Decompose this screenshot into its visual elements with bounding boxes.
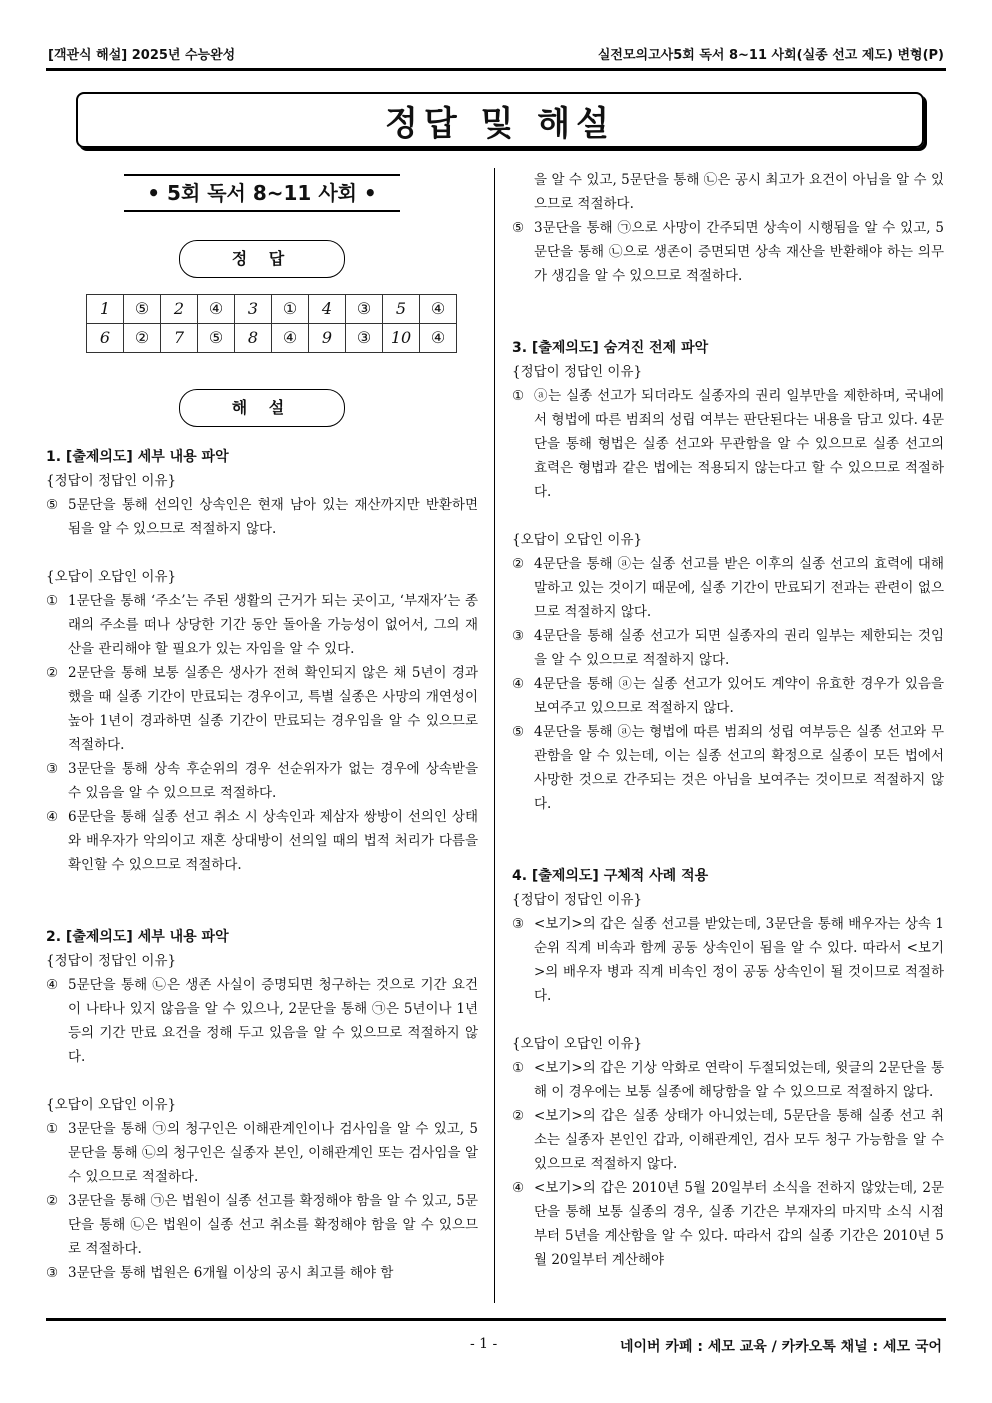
- item-text: <보기>의 갑은 기상 악화로 연락이 두절되었는데, 윗글의 2문단을 통해 이 경우에는 보통 실종에 해당함을 알 수 있으므로 적절하지 않다.: [534, 1060, 944, 1100]
- question-heading: 2. [출제의도] 세부 내용 파악: [46, 929, 229, 945]
- item-number: [512, 168, 534, 216]
- item-number: ①: [512, 388, 525, 404]
- item-text: 5문단을 통해 선의인 상속인은 현재 남아 있는 재산까지만 반환하면 됨을 알 수 있으므로 적절하지 않다.: [68, 497, 478, 537]
- wrong-label: {오답이 오답인 이유}: [512, 532, 643, 548]
- answer-choice: ③: [346, 324, 383, 353]
- explanation-item: [46, 661, 478, 757]
- left-column: [46, 168, 478, 1285]
- correct-label: {정답이 정답인 이유}: [46, 473, 177, 489]
- item-number: ④: [512, 676, 525, 692]
- answer-choice: ④: [272, 324, 309, 353]
- header-right: 실전모의고사5회 독서 8~11 사회(실종 선고 제도) 변형(P): [597, 48, 944, 63]
- question-number: 5: [383, 295, 420, 324]
- item-number: ②: [46, 665, 59, 681]
- item-text: <보기>의 갑은 실종 선고를 받았는데, 3문단을 통해 배우자는 상속 1순위 직계 비속과 함께 공동 상속인이 됨을 알 수 있다. 따라서 <보기>의 배우자 병과 직계 비속인 정이 공동 상속인이 될 것이므로 적절하다.: [534, 916, 944, 1004]
- answer-choice: ⑤: [198, 324, 235, 353]
- footer-credit: 네이버 카페 : 세모 교육 / 카카오톡 채널 : 세모 국어: [619, 1339, 942, 1355]
- answer-row: [87, 324, 457, 353]
- answer-choice: ②: [124, 324, 161, 353]
- item-number: ②: [46, 1193, 59, 1209]
- item-text: 1문단을 통해 ‘주소’는 주된 생활의 근거가 되는 곳이고, ‘부재자’는 종래의 주소를 떠나 상당한 기간 동안 돌아올 가능성이 없어서, 그의 재산을 관리해야 할 필요가 있는 자임을 알 수 있다.: [68, 593, 478, 657]
- wrong-label: {오답이 오답인 이유}: [46, 569, 177, 585]
- section-title: • 5회 독서 8~11 사회 •: [124, 174, 400, 212]
- answer-choice: ⑤: [124, 295, 161, 324]
- right-column: [512, 168, 944, 1272]
- answer-table: [86, 294, 457, 353]
- question-number: 4: [309, 295, 346, 324]
- item-text: <보기>의 갑은 실종 상태가 아니었는데, 5문단을 통해 실종 선고 취소는 실종자 본인인 갑과, 이해관계인, 검사 모두 청구 가능함을 알 수 있으므로 적절하지 않다.: [534, 1108, 944, 1172]
- item-text: 3문단을 통해 ㉠은 법원이 실종 선고를 확정해야 함을 알 수 있고, 5문단을 통해 ㉡은 법원이 실종 선고 취소를 확정해야 함을 알 수 있으므로 적절하다.: [68, 1193, 478, 1257]
- explanation-item: [512, 672, 944, 720]
- answer-choice: ④: [420, 324, 457, 353]
- item-text: 4문단을 통해 실종 선고가 되면 실종자의 권리 일부는 제한되는 것임을 알 수 있으므로 적절하지 않다.: [534, 628, 944, 668]
- explanation-item: [46, 805, 478, 877]
- item-text: 6문단을 통해 실종 선고 취소 시 상속인과 제삼자 쌍방이 선의인 상태와 배우자가 악의이고 재혼 상대방이 선의일 때의 법적 처리가 다름을 확인할 수 있으므로 적절하다.: [68, 809, 478, 873]
- explanation-item: [512, 1176, 944, 1272]
- page-number: - 1 -: [470, 1336, 498, 1352]
- question-number: 8: [235, 324, 272, 353]
- question-number: 10: [383, 324, 420, 353]
- explanation-item: [46, 1189, 478, 1261]
- explanation-item: [512, 1056, 944, 1104]
- question-number: 9: [309, 324, 346, 353]
- explanation-item: [512, 552, 944, 624]
- item-text: 3문단을 통해 법원은 6개월 이상의 공시 최고를 해야 함: [68, 1265, 394, 1281]
- explanation-item: [512, 624, 944, 672]
- item-number: ③: [512, 628, 525, 644]
- item-text: <보기>의 갑은 2010년 5월 20일부터 소식을 전하지 않았는데, 2문단을 통해 보통 실종의 경우, 실종 기간은 부재자의 마지막 소식 시점부터 5년을 계산함을 알 수 있다. 따라서 갑의 실종 기간은 2010년 5월 20일부터 계산해야: [534, 1180, 944, 1268]
- answer-label: 정 답: [179, 240, 345, 278]
- question-number: 1: [87, 295, 124, 324]
- explanation-item: [512, 720, 944, 816]
- item-text: 2문단을 통해 보통 실종은 생사가 전혀 확인되지 않은 채 5년이 경과했을 때 실종 기간이 만료되는 경우이고, 특별 실종은 사망의 개연성이 높아 1년이 경과하면 실종 기간이 만료되는 경우임을 알 수 있으므로 적절하다.: [68, 665, 478, 753]
- wrong-label: {오답이 오답인 이유}: [46, 1097, 177, 1113]
- correct-label: {정답이 정답인 이유}: [512, 892, 643, 908]
- header-rule: [46, 68, 946, 71]
- footer-rule: [46, 1318, 946, 1321]
- item-number: ②: [512, 1108, 525, 1124]
- item-text: 3문단을 통해 ㉠의 청구인은 이해관계인이나 검사임을 알 수 있고, 5문단을 통해 ㉡의 청구인은 실종자 본인, 이해관계인 또는 검사임을 알 수 있으므로 적절하다.: [68, 1121, 478, 1185]
- explanation-item: [46, 757, 478, 805]
- item-number: ④: [46, 977, 59, 993]
- explanation-item: [512, 216, 944, 288]
- correct-label: {정답이 정답인 이유}: [512, 364, 643, 380]
- item-number: ⑤: [512, 724, 525, 740]
- answer-row: [87, 295, 457, 324]
- question-heading: 3. [출제의도] 숨겨진 전제 파악: [512, 340, 709, 356]
- item-number: ①: [46, 1121, 59, 1137]
- explanation-item: [46, 1261, 478, 1285]
- question-number: 6: [87, 324, 124, 353]
- answer-choice: ④: [420, 295, 457, 324]
- explain-label: 해 설: [179, 389, 345, 427]
- item-number: ①: [46, 593, 59, 609]
- item-number: ③: [46, 1265, 59, 1281]
- answer-choice: ①: [272, 295, 309, 324]
- question-number: 7: [161, 324, 198, 353]
- item-text: 4문단을 통해 ⓐ는 실종 선고를 받은 이후의 실종 선고의 효력에 대해 말하고 있는 것이기 때문에, 실종 기간이 만료되기 전과는 관련이 없으므로 적절하지 않다.: [534, 556, 944, 620]
- item-text: 4문단을 통해 ⓐ는 형법에 따른 범죄의 성립 여부등은 실종 선고와 무관함을 알 수 있는데, 이는 실종 선고의 확정으로 실종이 모든 법에서 사망한 것으로 간주되는 것은 아님을 보여주는 것이므로 적절하지 않다.: [534, 724, 944, 812]
- header-left: [객관식 해설] 2025년 수능완성: [48, 48, 236, 63]
- item-number: ④: [512, 1180, 525, 1196]
- item-number: ⑤: [512, 220, 525, 236]
- item-text: ⓐ는 실종 선고가 되더라도 실종자의 권리 일부만을 제한하며, 국내에서 형법에 따른 범죄의 성립 여부는 판단된다는 내용을 담고 있다. 4문단을 통해 형법은 실종 선고와 무관함을 알 수 있으므로 실종 선고의 효력은 형법과 같은 법에는 적용되지 않는다고 할 수 있으므로 적절하다.: [534, 388, 944, 500]
- wrong-label: {오답이 오답인 이유}: [512, 1036, 643, 1052]
- explanation-item: [46, 589, 478, 661]
- explanation-item: [46, 1117, 478, 1189]
- answer-choice: ④: [198, 295, 235, 324]
- item-number: ⑤: [46, 497, 59, 513]
- question-heading: 4. [출제의도] 구체적 사례 적용: [512, 868, 709, 884]
- item-number: ②: [512, 556, 525, 572]
- item-text: 4문단을 통해 ⓐ는 실종 선고가 있어도 계약이 유효한 경우가 있음을 보여주고 있으므로 적절하지 않다.: [534, 676, 944, 716]
- explanation-item: [512, 1104, 944, 1176]
- explanation-item: [46, 493, 478, 541]
- item-text: 3문단을 통해 상속 후순위의 경우 선순위자가 없는 경우에 상속받을 수 있음을 알 수 있으므로 적절하다.: [68, 761, 478, 801]
- page-title: 정답 및 해설: [76, 92, 924, 148]
- item-number: ①: [512, 1060, 525, 1076]
- explanation-item: [512, 168, 944, 216]
- explanation-item: [512, 912, 944, 1008]
- question-number: 2: [161, 295, 198, 324]
- item-text: 3문단을 통해 ㉠으로 사망이 간주되면 상속이 시행됨을 알 수 있고, 5문단을 통해 ㉡으로 생존이 증면되면 상속 재산을 반환해야 하는 의무가 생김을 알 수 있으므로 적절하다.: [534, 220, 944, 284]
- explanation-item: [512, 384, 944, 504]
- item-text: 을 알 수 있고, 5문단을 통해 ㉡은 공시 최고가 요건이 아님을 알 수 있으므로 적절하다.: [534, 172, 944, 212]
- item-number: ④: [46, 809, 59, 825]
- explanation-item: [46, 973, 478, 1069]
- column-divider: [494, 168, 495, 1303]
- question-number: 3: [235, 295, 272, 324]
- item-text: 5문단을 통해 ㉡은 생존 사실이 증명되면 청구하는 것으로 기간 요건이 나타나 있지 않음을 알 수 있으나, 2문단을 통해 ㉠은 5년이나 1년 등의 기간 만료 요건을 정해 두고 있음을 알 수 있으므로 적절하지 않다.: [68, 977, 478, 1065]
- answer-choice: ③: [346, 295, 383, 324]
- question-heading: 1. [출제의도] 세부 내용 파악: [46, 449, 229, 465]
- correct-label: {정답이 정답인 이유}: [46, 953, 177, 969]
- item-number: ③: [46, 761, 59, 777]
- item-number: ③: [512, 916, 525, 932]
